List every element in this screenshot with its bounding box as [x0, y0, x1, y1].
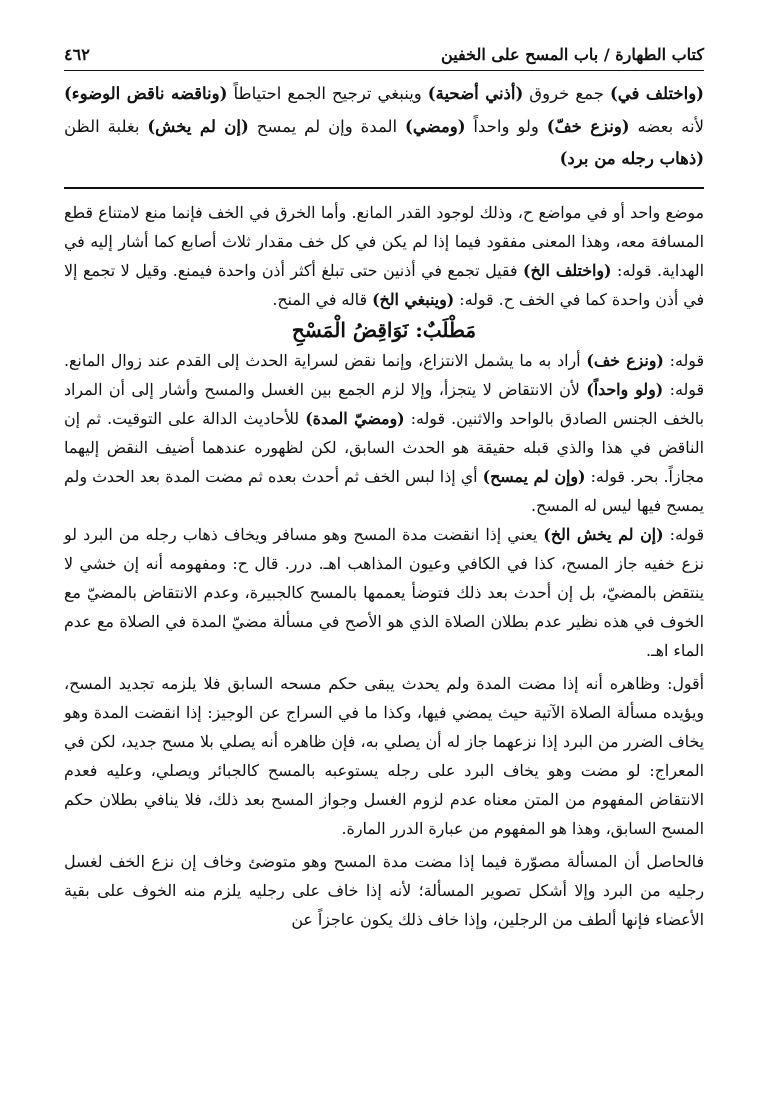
matn-phrase: بغلبة الظن: [64, 116, 148, 136]
bold-quote: (وإن لم يمسح): [482, 467, 586, 486]
text-run: أي إذا لبس الخف ثم أحدث بعده ثم مضت المدة بعد الحدث ولم يمسح فيها ليس له المسح.: [64, 467, 704, 515]
matn-bold-phrase: (واختلف في): [609, 84, 704, 103]
text-run: لأن الانتقاض لا يتجزأ، وإلا لزم الجمع بين الغسل والمسح وأشار إلى أن المراد بالخف الجنس الصادق بالواحد والاثنين. قوله:: [64, 380, 704, 428]
section-heading: مَطْلَبٌ: نَوَاقِضُ الْمَسْحِ: [291, 318, 477, 342]
commentary-paragraph-5: فالحاصل أن المسألة مصوّرة فيما إذا مضت مدة المسح وهو متوضئ وخاف إن نزع الخف لغسل رجليه من البرد وإلا أشكل تصوير المسألة؛ لأنه إذا خاف على رجليه يلزم منه الخوف على بقية الأعضاء فإنها ألطف من الرجلين، وإذا خاف ذلك يكون عاجزاً عن: [64, 852, 704, 929]
text-run: يعني إذا انقضت مدة المسح وهو مسافر ويخاف ذهاب رجله من البرد لو نزع خفيه جاز المسح، كذا في الكافي وعيون المذاهب اهـ. درر. قال ح: ومفهومه أنه إن خشي لا ينتقض بالمضيّ، بل إن أحدث بعد ذلك فتوضأ يعممها بالمسح كالجبيرة، وعدم الانتقاض بالمضيّ مع الخوف في هذه نظير عدم بطلان الصلاة الذي هو الأصح في مسألة مضيّ المدة في الصلاة مع عدم الماء اهـ.: [64, 525, 704, 660]
page-number: ٤٦٢: [64, 45, 90, 64]
matn-phrase: وينبغي ترجيح الجمع احتياطاً: [227, 84, 428, 103]
matn-bold-phrase: (ونزع خفّ): [546, 116, 630, 136]
text-run: موضع واحد أو في مواضع ح، وذلك لوجود القدر المانع. وأما الخرق في الخف فإنما منع لامتناع قطع المسافة معه، وهذا المعنى مفقود فيما إذا لم يكن في كل خف مقدار ثلاث أصابع كما أشار إليه في الهداية. قوله:: [64, 203, 704, 280]
commentary-paragraph-3: [64, 520, 704, 665]
commentary-paragraph-4: أقول: وظاهره أنه إذا مضت المدة ولم يحدث يبقى حكم مسحه السابق فلا يلزمه تجديد المسح، ويؤيده مسألة الصلاة الآتية حيث يمضي فيها، وكذا ما في السراج عن الوجيز: إذا انقضت المدة وهو يخاف الضرر من البرد إذا نزعهما جاز له أن يصلي به، فإن ظاهره أنه يصلي بلا مسح جديد، لكن في المعراج: لو مضت وهو يخاف البرد على رجله يستوعبه بالمسح كالجبائر ويصلي، وعليه فعدم الانتقاض المفهوم من المتن معناه عدم لزوم الغسل وجواز المسح بعد ذلك، فلا ينافي بطلان حكم المسح السابق، وهذا هو المفهوم من عبارة الدرر المارة.: [64, 674, 704, 838]
text-run: قاله في المنح.: [272, 290, 373, 309]
running-title: كتاب الطهارة / باب المسح على الخفين: [441, 45, 704, 64]
bold-quote: (وينبغي الخ): [372, 290, 455, 309]
bold-quote: (واختلف الخ): [522, 261, 612, 280]
matn-bold-phrase: (ذهاب رجله من برد): [559, 149, 704, 168]
commentary-paragraph-2: [64, 346, 704, 520]
matn-phrase: لأنه بعضه: [629, 116, 704, 136]
matn-phrase: المدة وإن لم يمسح: [248, 116, 406, 136]
bold-quote: (إن لم يخش الخ): [543, 525, 664, 544]
text-run: قوله:: [663, 525, 704, 544]
bold-quote: (ولو واحداً): [586, 380, 664, 399]
header-divider: [64, 70, 704, 71]
commentary-text: [64, 198, 704, 934]
matn-divider: [64, 187, 704, 189]
text-run: للأحاديث الدالة على التوقيت. ثم إن الناقض في هذا والذي قبله حقيقة هو الحدث السابق، لكن لظهوره عندهما أضيف النقض إليهما مجازاً. بحر. قوله:: [64, 409, 704, 486]
text-run: فقيل تجمع في أذنين حتى تبلغ أكثر أذن واحدة فيمنع. وقيل لا تجمع إلا في أذن واحدة كما في الخف ح. قوله:: [64, 261, 704, 309]
bold-quote: (ونزع خف): [586, 351, 664, 370]
commentary-paragraph-1: [64, 198, 704, 314]
matn-bold-phrase: (أذني أضحية): [427, 84, 524, 103]
matn-bold-phrase: (وناقضه ناقض الوضوء): [64, 84, 228, 103]
text-run: أراد به ما يشمل الانتزاع، وإنما نقض لسراية الحدث إلى القدم عند زوال المانع. قوله:: [64, 351, 704, 399]
matn-bold-phrase: (إن لم يخش): [147, 116, 249, 136]
text-run: قوله:: [663, 351, 704, 370]
matn-bold-phrase: (ومضي): [405, 116, 466, 136]
matn-phrase: ولو واحداً: [465, 116, 547, 136]
matn-text: [64, 78, 704, 176]
bold-quote: (ومضيّ المدة): [305, 409, 405, 428]
matn-phrase: جمع خروق: [523, 84, 610, 103]
page-header: [64, 38, 704, 66]
